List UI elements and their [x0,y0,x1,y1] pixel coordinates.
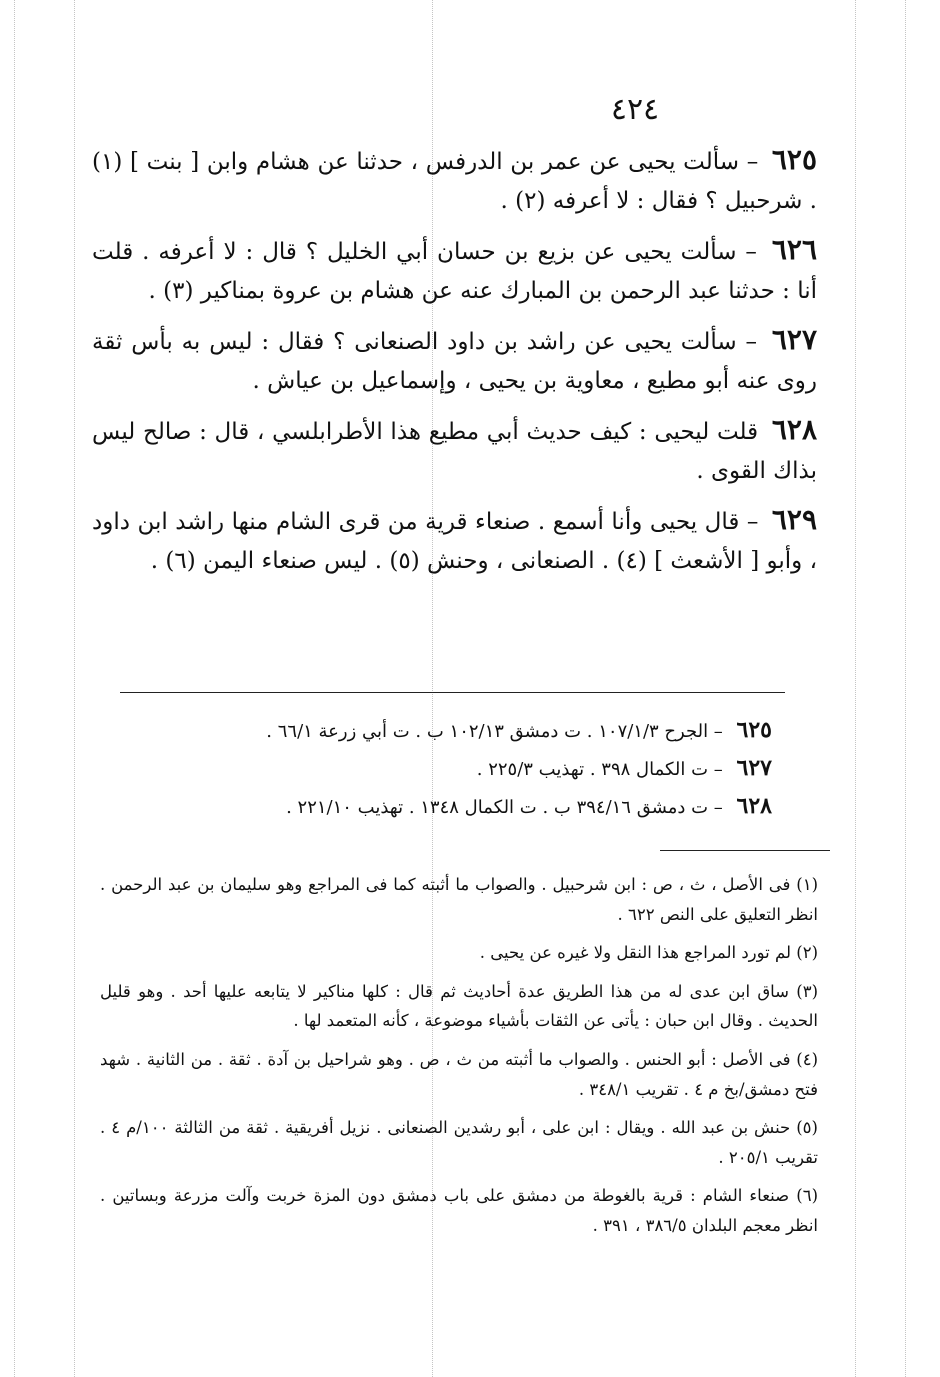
reference-text: – ت الكمال ٣٩٨ . تهذيب ٢٢٥/٣ . [476,759,723,780]
reference-number: ٦٢٨ [736,793,772,819]
footnote-3: (٣) ساق ابن عدى له من هذا الطريق عدة أحاديث ثم قال : كلها مناكير لا يتابعه عليها أحد . وهو قليل الحديث . وقال ابن حبان : يأتى عن الثقات بأشياء موضوعة ، كأنه المتعمد لها . [100,981,818,1031]
footnotes-separator [660,850,830,851]
entry-number: ٦٢٧ [771,323,818,356]
reference-627 [122,750,772,788]
scan-guide-line [14,0,15,1377]
entry-number: ٦٢٩ [771,503,817,536]
reference-number: ٦٢٥ [736,717,772,743]
entry-text: قلت ليحيى : كيف حديث أبي مطيع هذا الأطرابلسي ، قال : صالح ليس بذاك القوى . [92,419,817,484]
footnote-1: (١) فى الأصل ، ث ، ص : ابن شرحبيل . والصواب ما أثبته كما فى المراجع وهو سليمان بن عبد الرحمن . انظر التعليق على النص ٦٢٢ . [100,875,818,924]
scan-guide-line [905,0,906,1377]
main-text [92,140,817,590]
reference-number: ٦٢٧ [736,755,772,781]
entry-626 [92,230,817,311]
entry-628 [92,410,817,491]
references [122,712,772,826]
entry-text: – سألت يحيى عن راشد بن داود الصنعانى ؟ فقال : ليس به بأس ثقة روى عنه أبو مطيع ، معاوية بن يحيى ، وإسماعيل بن عياش . [92,329,817,394]
entry-text: – سألت يحيى عن بزيع بن حسان أبي الخليل ؟ قال : لا أعرفه . قلت أنا : حدثنا عبد الرحمن بن المبارك عنه عن هشام بن عروة بمناكير (٣) . [92,239,817,304]
footnote-6: (٦) صنعاء الشام : قرية بالغوطة من دمشق على باب دمشق دون المزة خربت وآلت مزرعة وبساتين . انظر معجم البلدان ٣٨٦/٥ ، ٣٩١ . [100,1186,818,1235]
reference-625 [122,712,772,750]
references-separator [120,692,785,693]
entry-text: – قال يحيى وأنا أسمع . صنعاء قرية من قرى الشام منها راشد ابن داود ، وأبو [ الأشعث ] (٤) . الصنعانى ، وحنش (٥) . ليس صنعاء اليمن (٦) . [92,509,817,574]
scan-guide-line [74,0,75,1377]
footnote-4: (٤) فى الأصل : أبو الحنس . والصواب ما أثبته من ث ، ص . وهو شراحيل بن آدة . ثقة . من الثانية . شهد فتح دمشق/بخ م ٤ . تقريب ٣٤٨/١ . [100,1049,818,1099]
entry-number: ٦٢٦ [771,233,818,266]
reference-628 [122,788,772,826]
entry-629 [92,500,817,581]
footnotes [100,870,818,1250]
scan-guide-line [855,0,856,1377]
entry-number: ٦٢٥ [771,143,818,176]
entry-number: ٦٢٨ [771,413,818,446]
reference-text: – الجرح ١٠٧/١/٣ . ت دمشق ١٠٢/١٣ ب . ت أبي زرعة ٦٦/١ . [266,721,723,742]
footnote-5: (٥) حنش بن عبد الله . ويقال : ابن على ، أبو رشدين الصنعانى . نزيل أفريقية . ثقة من الثالثة ١٠٠/م ٤ . تقريب ٢٠٥/١ . [100,1118,818,1167]
entry-625 [92,140,817,221]
page-number: ٤٢٤ [610,92,660,127]
footnote-2: (٢) لم تورد المراجع هذا النقل ولا غيره عن يحيى . [479,943,818,963]
entry-627 [92,320,817,401]
reference-text: – ت دمشق ٣٩٤/١٦ ب . ت الكمال ١٣٤٨ . تهذيب ٢٢١/١٠ . [286,797,723,818]
entry-text: – سألت يحيى عن عمر بن الدرفس ، حدثنا عن هشام وابن [ بنت ] (١) . شرحبيل ؟ فقال : لا أعرفه (٢) . [92,149,817,214]
